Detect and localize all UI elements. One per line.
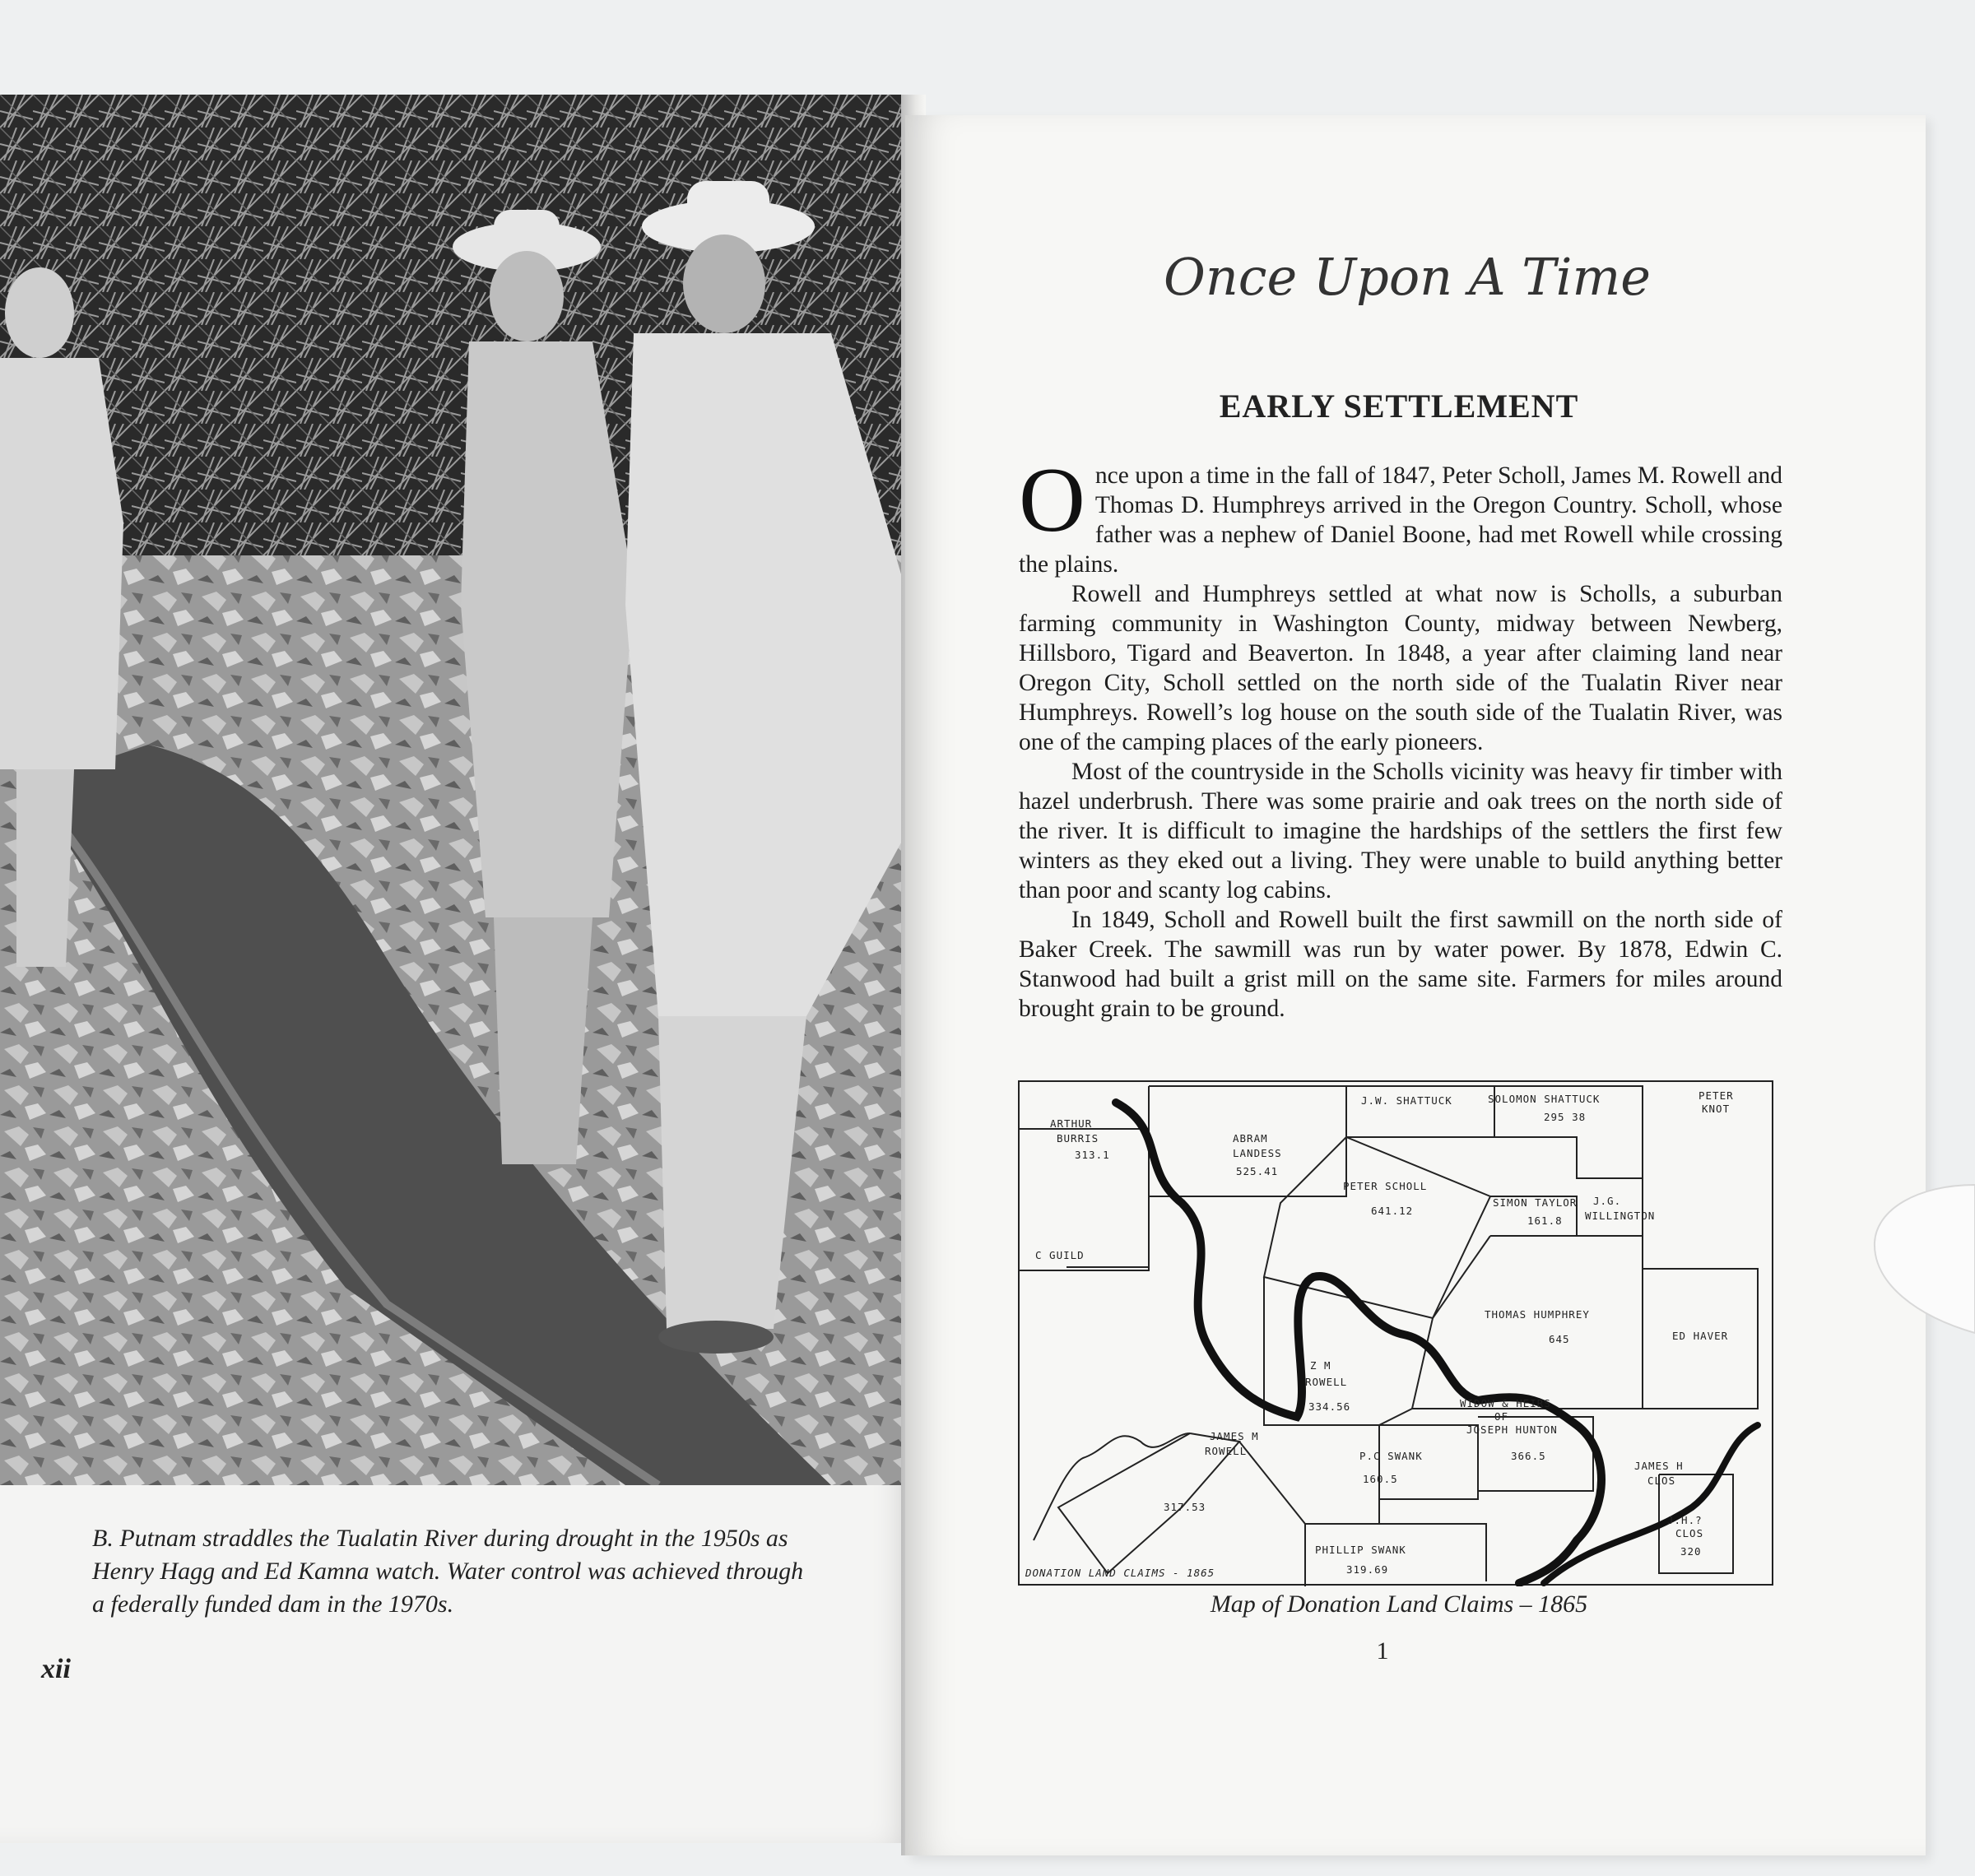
left-page bbox=[0, 95, 913, 1843]
label-phillip-swank: PHILLIP SWANK bbox=[1315, 1544, 1406, 1556]
label-simon-taylor: SIMON TAYLOR bbox=[1493, 1196, 1578, 1209]
paragraph-1 bbox=[1019, 449, 1782, 579]
label-jh: J.H.? bbox=[1667, 1514, 1703, 1526]
label-willington: WILLINGTON bbox=[1585, 1210, 1656, 1222]
label-phillip-acres: 319.69 bbox=[1346, 1563, 1389, 1576]
label-landess: LANDESS bbox=[1233, 1147, 1282, 1159]
label-scholl-acres: 641.12 bbox=[1371, 1205, 1414, 1217]
label-c-guild: C GUILD bbox=[1035, 1249, 1085, 1261]
map-caption: Map of Donation Land Claims – 1865 bbox=[1210, 1590, 1588, 1618]
label-james-h: JAMES H bbox=[1634, 1460, 1684, 1472]
label-zm-acres: 334.56 bbox=[1308, 1400, 1351, 1413]
paragraph-1-text: nce upon a time in the fall of 1847, Peter Scholl, James M. Rowell and Thomas D. Humphreys arrived in the Oregon Country. Scholl, whose father was a nephew of Daniel Boone, had met Rowell while crossing the plains. bbox=[1019, 462, 1782, 578]
label-james-m: JAMES M bbox=[1210, 1430, 1259, 1442]
label-ed-haver: ED HAVER bbox=[1672, 1330, 1729, 1342]
page-number-left: xii bbox=[41, 1654, 71, 1684]
label-thomas-humphrey: THOMAS HUMPHREY bbox=[1485, 1308, 1590, 1321]
photo-tualatin-river-drought bbox=[0, 95, 905, 1485]
section-heading: EARLY SETTLEMENT bbox=[1219, 388, 1579, 425]
label-landess-acres: 525.41 bbox=[1236, 1165, 1279, 1177]
chapter-title: Once Upon A Time bbox=[1164, 247, 1651, 307]
label-burris-acres: 313.1 bbox=[1075, 1149, 1110, 1161]
label-abram: ABRAM bbox=[1233, 1132, 1268, 1145]
paragraph-4: In 1849, Scholl and Rowell built the first sawmill on the north side of Baker Creek. The sawmill was run by water power. By 1878, Edwin C. Stanwood had built a grist mill on the same site. Farmers for miles around brought grain to be ground. bbox=[1019, 907, 1782, 1022]
label-jw-shattuck: J.W. SHATTUCK bbox=[1361, 1094, 1452, 1107]
label-solomon-acres: 295 38 bbox=[1544, 1111, 1587, 1123]
photo-caption: B. Putnam straddles the Tualatin River during drought in the 1950s as Henry Hagg and Ed Kamna watch. Water control was achieved through a federally funded dam in the 1970s. bbox=[92, 1525, 804, 1618]
label-of: OF bbox=[1494, 1410, 1509, 1423]
body-text bbox=[1019, 449, 1782, 1024]
label-taylor-acres: 161.8 bbox=[1527, 1214, 1563, 1227]
label-zm: Z M bbox=[1310, 1359, 1331, 1372]
label-peter: PETER bbox=[1698, 1089, 1734, 1102]
label-clos-acres: 320 bbox=[1680, 1545, 1702, 1558]
label-solomon-shattuck: SOLOMON SHATTUCK bbox=[1488, 1093, 1601, 1105]
drop-cap: O bbox=[1019, 449, 1085, 551]
label-humphrey-acres: 645 bbox=[1549, 1333, 1570, 1345]
label-map-footer: DONATION LAND CLAIMS - 1865 bbox=[1025, 1567, 1215, 1579]
donation-land-claims-map bbox=[1017, 1080, 1774, 1586]
label-joseph-hunton: JOSEPH HUNTON bbox=[1466, 1423, 1558, 1436]
label-widow-heirs: WIDOW & HEIRS bbox=[1460, 1397, 1551, 1409]
label-clos-small: CLOS bbox=[1675, 1527, 1704, 1539]
label-zm-rowell: ROWELL bbox=[1305, 1376, 1348, 1388]
label-james-h-clos: CLOS bbox=[1647, 1474, 1676, 1487]
label-widow-acres: 366.5 bbox=[1511, 1450, 1546, 1462]
paragraph-2: Rowell and Humphreys settled at what now is Scholls, a suburban farming community in Washington County, midway between Newberg, Hillsboro, Tigard and Beaverton. In 1848, a year after claiming land near Oregon City, Scholl settled on the north side of the Tualatin River near Humphreys. Rowell’s log house on the south side of the Tualatin River, was one of the camping places of the early pioneers. bbox=[1019, 581, 1782, 755]
paragraph-3: Most of the countryside in the Scholls vicinity was heavy fir timber with hazel underbrush. There was some prairie and oak trees on the north side of the river. It is difficult to imagine the hardships of the settlers the first few winters as they eked out a living. They were unable to build anything better than poor and scanty log cabins. bbox=[1019, 759, 1782, 903]
label-james-rowell: ROWELL bbox=[1205, 1445, 1248, 1457]
label-jg: J.G. bbox=[1593, 1195, 1622, 1207]
label-pc-swank-acres: 160.5 bbox=[1363, 1473, 1398, 1485]
page-number-right: 1 bbox=[1376, 1637, 1389, 1665]
label-knot: KNOT bbox=[1702, 1103, 1731, 1115]
label-peter-scholl: PETER SCHOLL bbox=[1343, 1180, 1428, 1192]
label-pc-swank: P.C SWANK bbox=[1359, 1450, 1423, 1462]
page-clip-bookmark bbox=[1868, 1177, 1975, 1341]
label-burris: BURRIS bbox=[1057, 1132, 1099, 1145]
label-james-rowell-acres: 317.53 bbox=[1164, 1501, 1206, 1513]
label-arthur: ARTHUR bbox=[1050, 1117, 1093, 1130]
